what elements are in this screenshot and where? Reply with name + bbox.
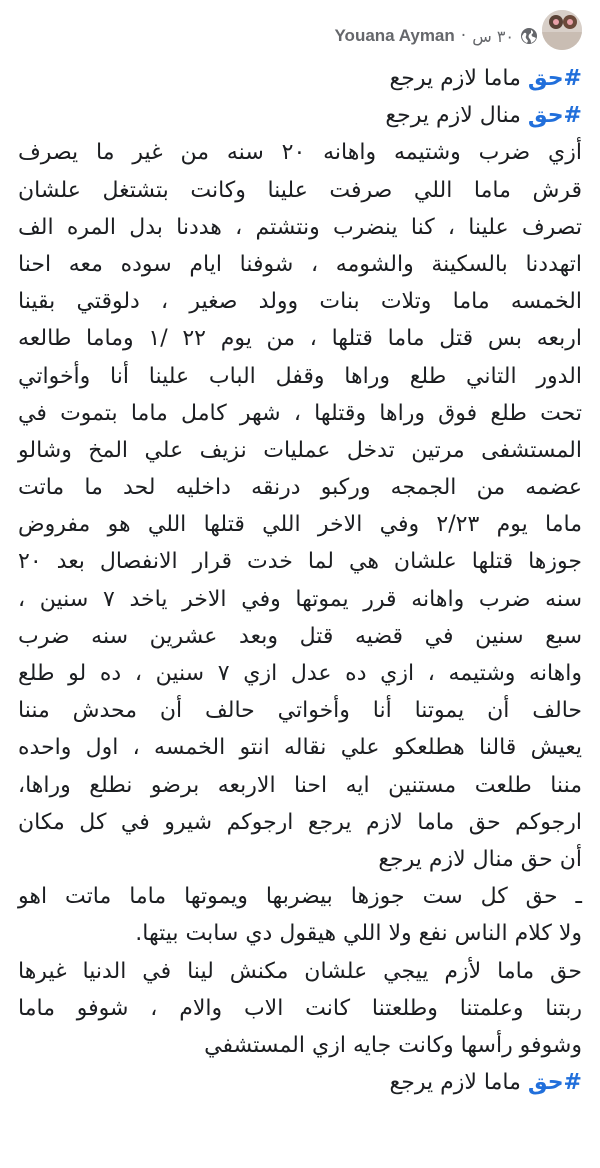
author-name[interactable]: Youana Ayman [334, 26, 455, 45]
hashtag-link[interactable]: #حق [527, 66, 582, 91]
hashtag-line [18, 1064, 582, 1101]
post-text-line: حالف أن يموتنا أنا وأخواتي حالف أن محدش مننا [18, 698, 582, 724]
post-text-line: يعيش قالنا هطلعكو علي نقاله انتو الخمسه ، اول واحده [18, 735, 582, 761]
post-text-line: أن حق منال لازم يرجع [378, 846, 582, 872]
post-header [0, 0, 600, 60]
post-text-line: تصرف علينا ، كنا ينضرب ونتشتم ، هددنا بدل المره الف [18, 214, 582, 240]
hashtag-link[interactable]: #حق [527, 1070, 582, 1096]
post-text-line: الخمسه ماما وتلات بنات وولد صغير ، دلوقتي بقينا [18, 289, 582, 315]
post-text-line: ربتنا وعلمتنا وطلعتنا كانت الاب والام ، شوفو ماما [18, 995, 582, 1021]
post-text-line: سنه ضرب واهانه قرر يموتها وفي الاخر ياخد ٧ سنين ، [18, 586, 582, 612]
post-text-line: جوزها قتلها علشان هي لما خدت قرار الانفصال بعد ٢٠ [18, 549, 582, 575]
meta-separator: · [460, 26, 467, 46]
post-timestamp[interactable]: ٣٠ س [472, 26, 514, 46]
post-text-line: واهانه وشتيمه ، ازي ده عدل ازي ٧ سنين ، ده لو طلع [18, 661, 582, 686]
avatar-image-icon [542, 10, 582, 50]
post-text-line: ـ حق كل ست جوزها بيضربها ويموتها ماما ماتت اهو [18, 884, 582, 910]
post-text-line: قرش ماما اللي صرفت علينا وكانت بتشتغل علشان [18, 177, 582, 203]
hashtag-line [18, 97, 582, 134]
post-text-line: وشوفو رأسها وكانت جايه ازي المستشفي [204, 1032, 582, 1058]
post-text-line: ارجوكم حق ماما لازم يرجع ارجوكم شيرو في كل مكان [18, 809, 582, 835]
post-text-line: مننا طلعت مستنين ايه احنا الاربعه برضو نطلع وراها، [18, 772, 582, 798]
hashtag-link[interactable]: #حق [527, 103, 582, 129]
post-text-line: اتهددنا بالسكينة والشومه ، شوفنا ايام سوده معه احنا [18, 251, 582, 277]
hashtag-line [18, 60, 582, 97]
hashtag-line-text: منال لازم يرجع [385, 103, 528, 129]
post-text-line: ماما يوم ٢/٢٣ وفي الاخر اللي قتلها اللي هو مفروض [18, 512, 582, 538]
hashtag-line-text: ماما لازم يرجع [389, 1070, 528, 1096]
post-text-line: ولا كلام الناس نفع ولا اللي هيقول دي سابت بيتها. [135, 921, 582, 947]
post-text-line: تحت طلع فوق وراها وقتلها ، شهر كامل ماما بتموت في [18, 400, 582, 426]
post-meta [334, 26, 538, 46]
post-text-line: سبع سنين في قضيه قتل وبعد عشرين سنه ضرب [18, 623, 582, 649]
avatar[interactable] [542, 10, 582, 50]
post-text-line: حق ماما لأزم ييجي علشان مكنش لينا في الدنيا غيرها [18, 958, 582, 984]
hashtag-line-text: ماما لازم يرجع [389, 66, 528, 91]
post-text-line: عضمه من الجمجه وركبو درنقه داخليه لحد ما ماتت [18, 475, 582, 501]
post-text-line: الدور التاني طلع وراها وقفل الباب علينا أنا وأخواتي [18, 363, 582, 389]
post-text-line: اربعه بس قتل ماما قتلها ، من يوم ٢٢ /١ وماما طالعه [18, 326, 583, 352]
globe-icon[interactable] [520, 27, 538, 45]
post-text-line: المستشفى مرتين تدخل عمليات نزيف علي المخ وشالو [18, 437, 582, 463]
post-body [18, 60, 582, 1101]
post-text-line: أزي ضرب وشتيمه واهانه ٢٠ سنه من غير ما يصرف [18, 140, 582, 166]
